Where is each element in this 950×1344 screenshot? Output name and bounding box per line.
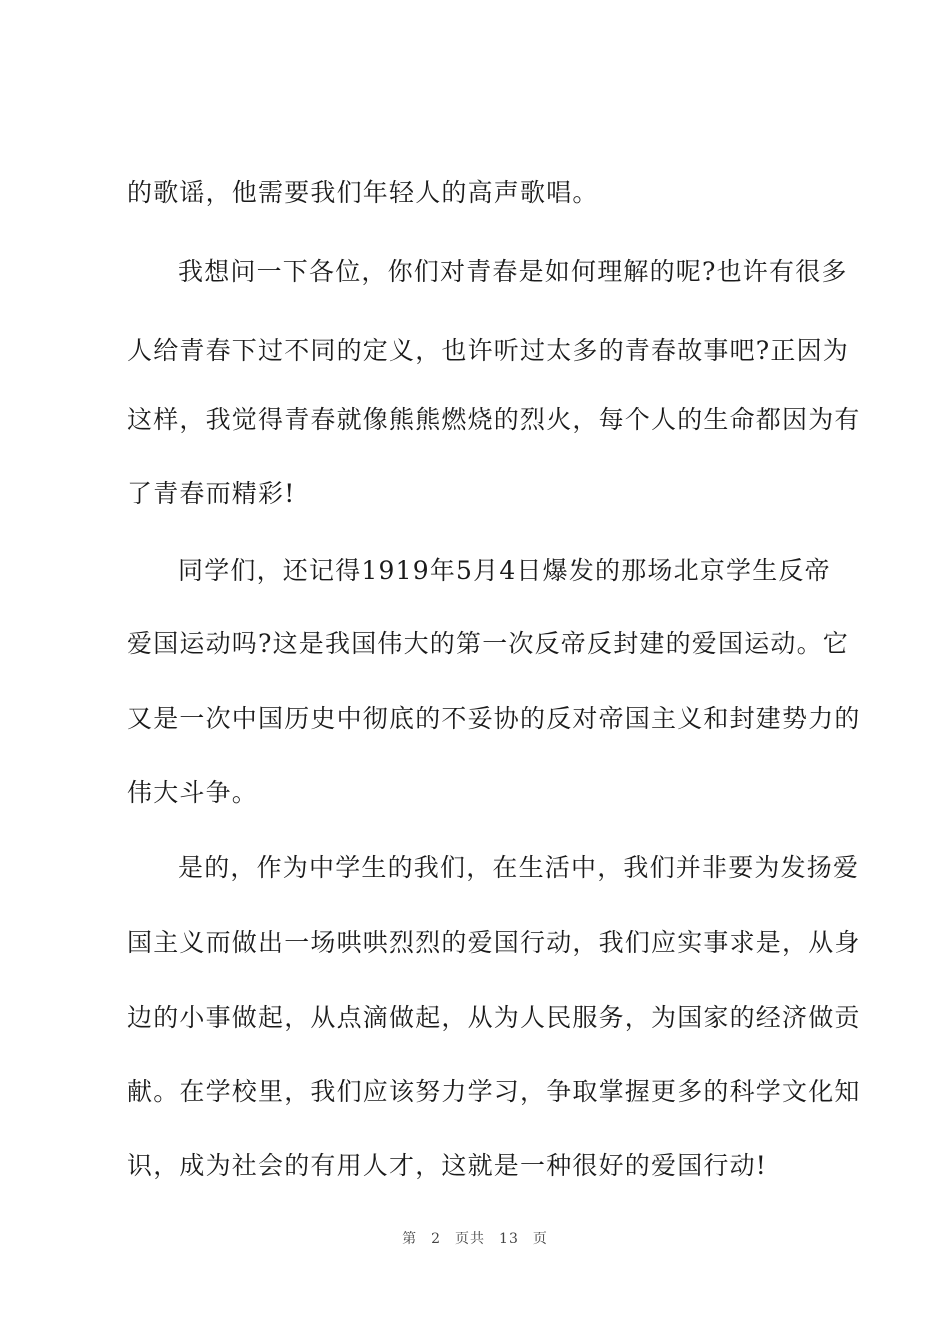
footer-mid: 页共 (455, 1231, 486, 1247)
footer-page-total: 13 (499, 1231, 519, 1247)
footer-page-number: 2 (431, 1231, 442, 1247)
text-line: 爱国运动吗?这是我国伟大的第一次反帝反封建的爱国运动。它 (127, 629, 850, 658)
text-line: 这样，我觉得青春就像熊熊燃烧的烈火，每个人的生命都因为有 (127, 405, 861, 434)
text-line: 识，成为社会的有用人才，这就是一种很好的爱国行动! (127, 1151, 768, 1180)
text-line: 献。在学校里，我们应该努力学习，争取掌握更多的科学文化知 (127, 1077, 861, 1106)
text-line: 人给青春下过不同的定义，也许听过太多的青春故事吧?正因为 (127, 336, 850, 365)
text-line: 的歌谣，他需要我们年轻人的高声歌唱。 (127, 178, 599, 207)
text-line: 国主义而做出一场哄哄烈烈的爱国行动，我们应实事求是，从身 (127, 928, 861, 957)
footer-suffix: 页 (532, 1231, 548, 1247)
paragraph-start-line: 是的，作为中学生的我们，在生活中，我们并非要为发扬爱 (178, 853, 860, 882)
footer-prefix: 第 (402, 1231, 418, 1247)
text-line: 边的小事做起，从点滴做起，从为人民服务，为国家的经济做贡 (127, 1003, 861, 1032)
text-line: 又是一次中国历史中彻底的不妥协的反对帝国主义和封建势力的 (127, 704, 861, 733)
paragraph-start-line: 我想问一下各位，你们对青春是如何理解的呢?也许有很多 (178, 257, 848, 286)
text-line: 伟大斗争。 (127, 778, 259, 807)
text-line: 了青春而精彩! (127, 479, 296, 508)
page-footer (0, 1228, 950, 1248)
paragraph-start-line: 同学们，还记得1919年5月4日爆发的那场北京学生反帝 (178, 556, 831, 585)
